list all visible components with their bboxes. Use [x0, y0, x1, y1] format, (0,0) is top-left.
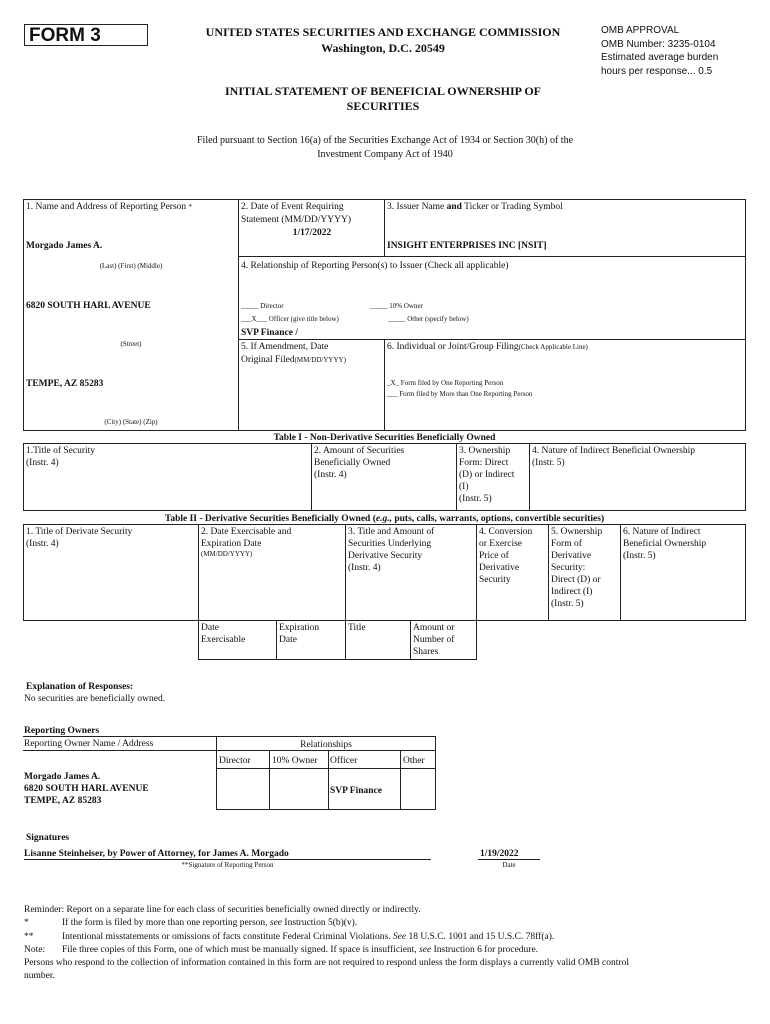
owners-sub-director: Director: [219, 756, 251, 766]
grid-line: [328, 750, 329, 810]
date-line: [478, 859, 540, 860]
issuer-name: INSIGHT ENTERPRISES INC [NSIT]: [387, 241, 547, 251]
owner-officer-value: SVP Finance: [330, 786, 382, 796]
footnote-note-mark: Note:: [24, 945, 46, 955]
t2-col6-header: 6. Nature of Indirect Beneficial Ownership (Instr. 5): [623, 527, 707, 561]
reporting-person-street: 6820 SOUTH HARL AVENUE: [26, 301, 151, 311]
omb-burden: Estimated average burden: [601, 52, 719, 63]
box4-label: 4. Relationship of Reporting Person(s) to Issuer (Check all applicable): [241, 261, 509, 271]
filing-option-one: _X_ Form filed by One Reporting Person: [387, 379, 504, 387]
grid-line: [269, 750, 270, 810]
form-number-box: FORM 3: [24, 24, 148, 46]
event-date: 1/17/2022: [292, 228, 332, 238]
grid-line: [23, 430, 746, 431]
grid-line: [23, 524, 746, 525]
officer-option: ___X___ Officer (give title below): [241, 315, 339, 323]
t2-sub-expiration: Expiration Date: [279, 623, 320, 645]
grid-line: [400, 750, 401, 810]
other-option: _____ Other (specify below): [388, 315, 469, 323]
filed-pursuant-line1: Filed pursuant to Section 16(a) of the Securities Exchange Act of 1934 or Section 30(h) of the: [196, 135, 574, 146]
footnote-star-mark: *: [24, 918, 29, 928]
filing-option-group: ___ Form filed by More than One Reporting Person: [387, 390, 533, 398]
t2-sub-amount: Amount or Number of Shares: [413, 623, 455, 657]
ten-percent-option: _____ 10% Owner: [370, 302, 423, 310]
grid-line: [345, 524, 346, 660]
officer-title: SVP Finance /: [241, 328, 299, 338]
grid-line: [23, 443, 746, 444]
explanation-text: No securities are beneficially owned.: [24, 694, 166, 704]
grid-line: [238, 339, 746, 340]
footnote-dstar-text: Intentional misstatements or omissions of facts constitute Federal Criminal Violations. See 18 U.S.C. 1001 and 15 U.S.C. 78ff(a).: [62, 932, 555, 942]
grid-line: [476, 524, 477, 660]
form-title-line1: INITIAL STATEMENT OF BENEFICIAL OWNERSHIP OF: [225, 84, 541, 98]
owners-sub-other: Other: [403, 756, 425, 766]
persons-notice-line2: number.: [24, 971, 55, 981]
omb-number: OMB Number: 3235-0104: [601, 38, 716, 50]
grid-line: [23, 524, 24, 621]
owner-name-address: Morgado James A. 6820 SOUTH HARL AVENUE TEMPE, AZ 85283: [24, 772, 149, 806]
box6-label: 6. Individual or Joint/Group Filing(Check Applicable Line): [387, 342, 588, 352]
footnote-note-text: File three copies of this Form, one of which must be manually signed. If space is insufficient, see Instruction 6 for procedure.: [62, 945, 539, 955]
grid-line: [238, 256, 746, 257]
reporting-person-city: TEMPE, AZ 85283: [26, 379, 104, 389]
t1-col3-header: 3. Ownership Form: Direct (D) or Indirect (I) (Instr. 5): [459, 446, 515, 504]
grid-line: [548, 524, 549, 621]
grid-line: [745, 199, 746, 431]
grid-line: [216, 768, 436, 769]
agency-name: UNITED STATES SECURITIES AND EXCHANGE COMMISSION: [205, 25, 561, 39]
name-caption: (Last) (First) (Middle): [99, 262, 163, 270]
grid-line: [384, 199, 385, 256]
t1-col1-header: 1.Title of Security (Instr. 4): [26, 446, 96, 468]
box2-label-line1: 2. Date of Event Requiring: [241, 202, 344, 212]
signer-name: Lisanne Steinheiser, by Power of Attorney, for James A. Morgado: [24, 849, 289, 859]
t2-col5-header: 5. Ownership Form of Derivative Security: Direct (D) or Indirect (I) (Instr. 5): [551, 527, 603, 609]
box1-label: 1. Name and Address of Reporting Person *: [26, 202, 193, 212]
t2-col3-header: 3. Title and Amount of Securities Underlying Derivative Security (Instr. 4): [348, 527, 435, 573]
persons-notice-line1: Persons who respond to the collection of information contained in this form are not required to respond unless the form displays a currently valid OMB control: [24, 958, 629, 968]
omb-hours: hours per response... 0.5: [601, 65, 713, 77]
grid-line: [23, 199, 24, 431]
grid-line: [745, 524, 746, 621]
grid-line: [216, 809, 436, 810]
grid-line: [311, 443, 312, 511]
grid-line: [384, 339, 385, 431]
city-caption: (City) (State) (Zip): [104, 418, 158, 426]
box5-label-line2: Original Filed(MM/DD/YYYY): [241, 355, 346, 365]
signatures-heading: Signatures: [26, 833, 70, 843]
reminder-text: Reminder: Report on a separate line for each class of securities beneficially owned directly or indirectly.: [24, 905, 421, 915]
owners-sub-ten: 10% Owner: [272, 756, 318, 766]
grid-line: [198, 524, 199, 660]
box2-label-line2: Statement (MM/DD/YYYY): [241, 215, 352, 225]
reporting-owners-heading: Reporting Owners: [24, 726, 100, 736]
director-option: _____ Director: [241, 302, 284, 310]
grid-line: [23, 620, 746, 621]
grid-line: [23, 443, 24, 511]
table2-title: Table II - Derivative Securities Beneficially Owned (e.g., puts, calls, warrants, options, convertible securities): [164, 514, 605, 524]
owners-col-relationships: Relationships: [300, 740, 352, 750]
grid-line: [23, 510, 746, 511]
t1-col4-header: 4. Nature of Indirect Beneficial Ownership (Instr. 5): [532, 446, 696, 468]
t2-col1-header: 1. Title of Derivate Security (Instr. 4): [26, 527, 133, 549]
t2-sub-date-exercisable: Date Exercisable: [201, 623, 246, 645]
filed-pursuant-line2: Investment Company Act of 1940: [317, 149, 453, 160]
footnote-star-text: If the form is filed by more than one reporting person, see Instruction 5(b)(v).: [62, 918, 358, 928]
form-title-line2: SECURITIES: [346, 99, 420, 113]
grid-line: [276, 620, 277, 660]
table1-title: Table I - Non-Derivative Securities Beneficially Owned: [273, 433, 496, 443]
signature-caption: **Signature of Reporting Person: [181, 861, 274, 869]
grid-line: [745, 443, 746, 511]
signature-line: [24, 859, 431, 860]
box5-label-line1: 5. If Amendment, Date: [241, 342, 329, 352]
asterisk-marker: *: [188, 203, 193, 211]
t2-sub-title: Title: [348, 623, 366, 633]
owners-sub-officer: Officer: [330, 756, 358, 766]
agency-location: Washington, D.C. 20549: [321, 41, 445, 55]
grid-line: [23, 736, 436, 737]
explanation-heading: Explanation of Responses:: [26, 682, 134, 692]
date-caption: Date: [502, 861, 516, 869]
omb-title: OMB APPROVAL: [601, 25, 680, 36]
omb-approval: [601, 24, 761, 78]
reporting-person-name: Morgado James A.: [26, 241, 103, 251]
grid-line: [238, 199, 239, 431]
grid-line: [198, 659, 477, 660]
grid-line: [620, 524, 621, 621]
grid-line: [529, 443, 530, 511]
owners-col-name: Reporting Owner Name / Address: [24, 739, 154, 749]
footnote-dstar-mark: **: [24, 932, 34, 942]
box3-label: 3. Issuer Name and Ticker or Trading Symbol: [387, 202, 563, 212]
grid-line: [410, 620, 411, 660]
street-caption: (Street): [120, 340, 142, 348]
signature-date: 1/19/2022: [480, 849, 519, 859]
t2-col2-header: 2. Date Exercisable and Expiration Date (MM/DD/YYYY): [201, 527, 292, 558]
t1-col2-header: 2. Amount of Securities Beneficially Owned (Instr. 4): [314, 446, 405, 480]
t2-col4-header: 4. Conversion or Exercise Price of Derivative Security: [479, 527, 533, 585]
grid-line: [456, 443, 457, 511]
